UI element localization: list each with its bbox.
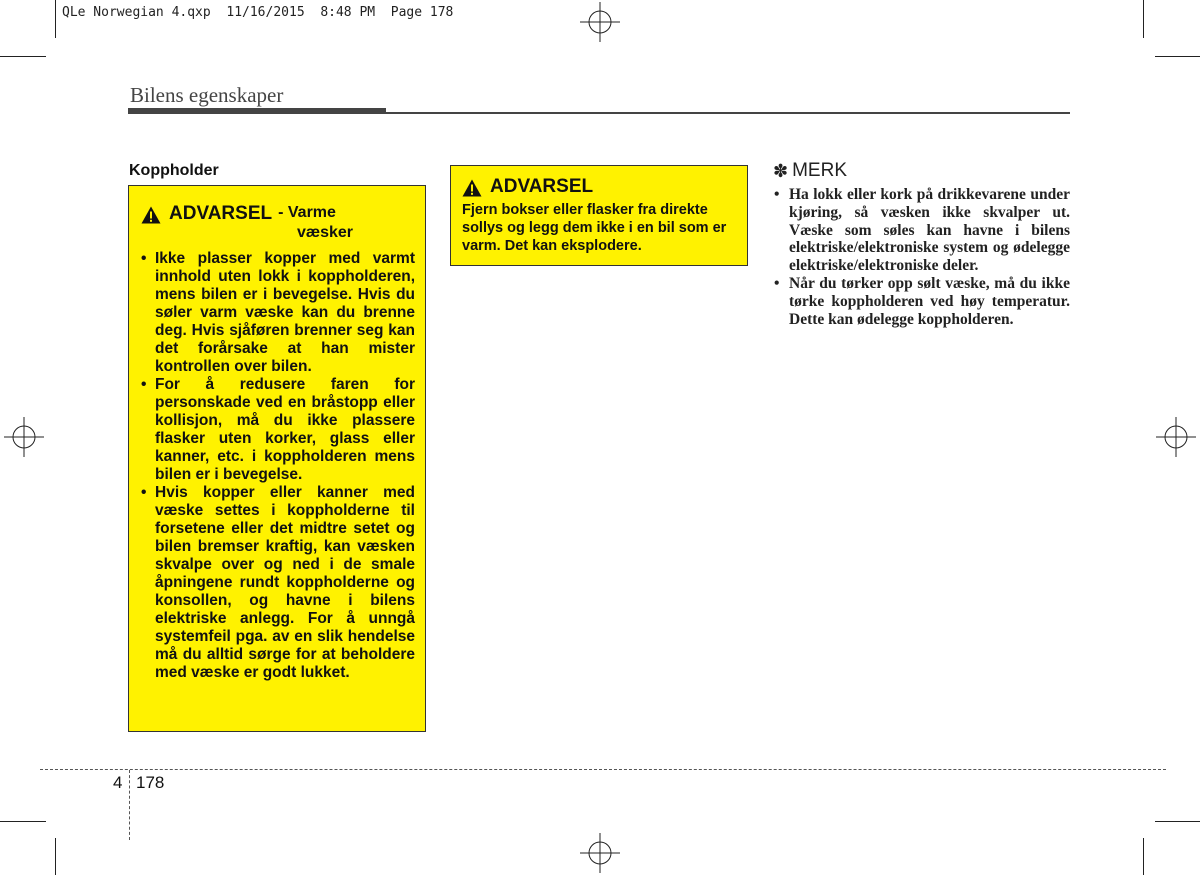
cupholder-heading: Koppholder <box>129 162 219 179</box>
footer-dashed-divider <box>129 770 130 840</box>
note-item: • Ha lokk eller kork på drikkevarene under kjøring, så væsken ikke skvalper ut. Væske som søles kan havne i bilens elektriske/elektroniske system og ødelegge elektriske/elektroniske deler. <box>773 186 1070 275</box>
warning-item: • Ikke plasser kopper med varmt innhold uten lokk i koppholderen, mens bilen er i bevegelse. Hvis du søler varm væske kan du brenne deg. Hvis sjåføren brenner seg kan det forårsake at han mister kontrollen over bilen. <box>141 250 415 376</box>
note-list <box>773 186 1070 328</box>
note-title: MERK <box>792 160 847 181</box>
warning-item: • For å redusere faren for personskade ved en bråstopp eller kollisjon, må du ikke plassere flasker uten korker, glass eller kanner, etc. i koppholderen mens bilen er i bevegelse. <box>141 376 415 484</box>
print-slug <box>62 5 453 20</box>
crop-mark-bottom-left-vertical <box>55 838 56 875</box>
chapter-number: 4 <box>113 773 123 792</box>
crop-mark-top-left-horizontal <box>0 56 46 57</box>
crop-mark-top-right-vertical <box>1143 0 1144 38</box>
registration-mark-icon <box>4 417 44 457</box>
warning-list <box>141 250 415 682</box>
warning-box-sunlight <box>450 165 748 266</box>
footer-dashed-rule <box>40 769 1166 770</box>
note-heading <box>773 160 847 182</box>
registration-mark-icon <box>580 2 620 42</box>
warning-subtitle-continued: væsker <box>296 224 353 241</box>
slug-page: Page 178 <box>390 5 454 20</box>
warning-triangle-icon <box>462 179 482 197</box>
note-item: • Når du tørker opp sølt væske, må du ikke tørke koppholderen ved høy temperatur. Dette kan ødelegge koppholderen. <box>773 275 1070 328</box>
warning-triangle-icon <box>141 206 161 224</box>
warning-title: ADVARSEL <box>490 176 594 197</box>
crop-mark-bottom-left-horizontal <box>0 821 46 822</box>
section-header-title: Bilens egenskaper <box>130 83 284 107</box>
warning-header <box>141 204 415 224</box>
registration-mark-icon <box>1156 417 1196 457</box>
header-rule-thick <box>128 108 386 114</box>
slug-file: QLe Norwegian 4.qxp <box>62 5 211 20</box>
crop-mark-bottom-right-horizontal <box>1155 821 1200 822</box>
warning-text: Fjern bokser eller flasker fra direkte sollys og legg dem ikke i en bil som er varm. Det kan eksplodere. <box>462 202 727 254</box>
crop-mark-top-right-horizontal <box>1155 56 1200 57</box>
warning-header <box>462 177 737 197</box>
header-rule-thin <box>386 112 1070 114</box>
crop-mark-bottom-right-vertical <box>1143 838 1144 875</box>
warning-box-hot-liquids <box>128 185 426 732</box>
warning-subtitle: - Varme <box>278 204 336 221</box>
warning-title: ADVARSEL <box>169 203 273 224</box>
crop-mark-top-left-vertical <box>55 0 56 38</box>
page-number: 178 <box>136 773 165 792</box>
warning-item: • Hvis kopper eller kanner med væske settes i koppholderne til forsetene eller det midtre setet og bilen bremser kraftig, kan væsken skvalpe over og ned i de smale åpningene rundt koppholderne og konsollen, og havne i bilens elektriske anlegg. For å unngå systemfeil pga. av en slik hendelse må du alltid sørge for at beholdere med væske er godt lukket. <box>141 484 415 682</box>
slug-time: 8:48 PM <box>320 5 376 20</box>
note-star-icon: ✽ <box>773 160 789 181</box>
slug-date: 11/16/2015 <box>226 5 305 20</box>
registration-mark-icon <box>580 833 620 873</box>
